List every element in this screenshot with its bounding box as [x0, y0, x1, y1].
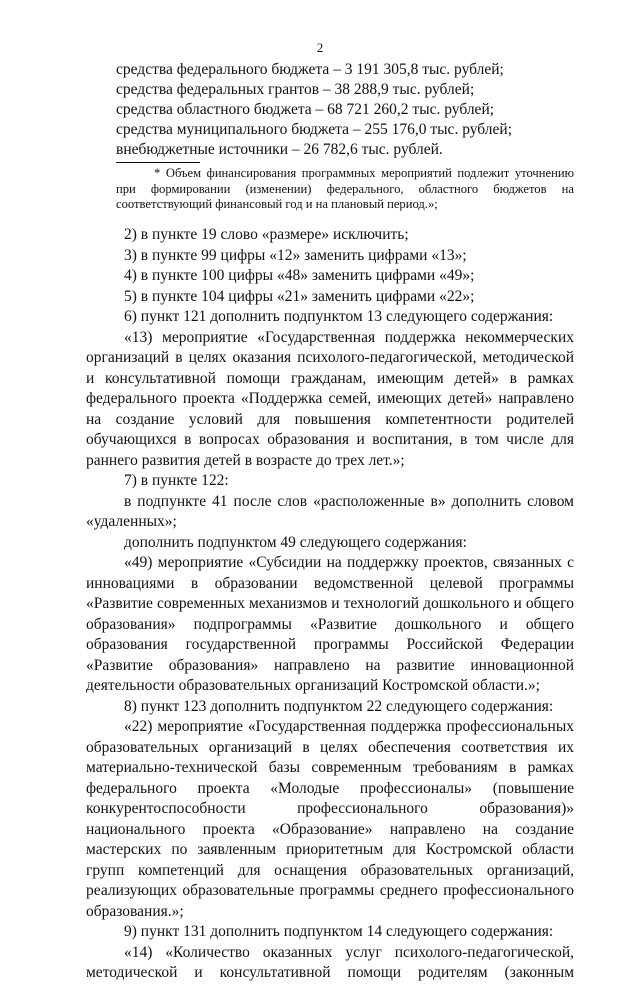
- funding-sources-list: [116, 60, 512, 160]
- paragraph-item-3: 3) в пункте 99 цифры «12» заменить цифрами «13»;: [124, 246, 467, 264]
- paragraph-subitem-14: «14) «Количество оказанных услуг психолого-педагогической, методической и консультативной помощи родителям (законным: [86, 943, 574, 981]
- funding-line-extrabudgetary: внебюджетные источники – 26 782,6 тыс. рублей.: [116, 141, 443, 158]
- paragraph-item-8: 8) пункт 123 дополнить подпунктом 22 следующего содержания:: [124, 697, 554, 715]
- funding-line-regional-budget: средства областного бюджета – 68 721 260,2 тыс. рублей;: [116, 101, 495, 118]
- page-number: 2: [316, 40, 324, 55]
- funding-line-federal-grants: средства федеральных грантов – 38 288,9 тыс. рублей;: [116, 81, 475, 98]
- paragraph-subitem-41: в подпункте 41 после слов «расположенные в» дополнить словом «удаленных»;: [86, 492, 574, 530]
- paragraph-add-subitem-49: дополнить подпунктом 49 следующего содержания:: [124, 533, 467, 551]
- paragraph-subitem-22: «22) мероприятие «Государственная поддержка профессиональных образовательных организаций в целях обеспечения соответствия их материально-технической базы современным требованиям в рамках федерального проекта «Молодые профессионалы» (повышение конкурентоспособности профессионального образования)» национального проекта «Образование» направлено на создание мастерских по заявленным приоритетным для Костромской области групп компетенций для оснащения образовательных организаций, реализующих образовательные программы среднего профессионального образования.»;: [86, 718, 574, 920]
- paragraph-item-7: 7) в пункте 122:: [124, 472, 229, 489]
- document-body: [86, 225, 574, 984]
- paragraph-item-4: 4) в пункте 100 цифры «48» заменить цифрами «49»;: [124, 267, 475, 284]
- paragraph-item-6: 6) пункт 121 дополнить подпунктом 13 следующего содержания:: [124, 308, 554, 325]
- funding-line-municipal-budget: средства муниципального бюджета – 255 176,0 тыс. рублей;: [116, 121, 512, 138]
- paragraph-subitem-49: «49) мероприятие «Субсидии на поддержку проектов, связанных с инновациями в образовании ведомственной целевой программы «Развитие современных механизмов и технологий дошкольного и общего образования» подпрограммы «Развитие дошкольного и общего образования государственной программы Российской Федерации «Развитие образования» направлено на развитие инновационной деятельности образовательных организаций Костромской области.»;: [86, 554, 574, 694]
- paragraph-item-9: 9) пункт 131 дополнить подпунктом 14 следующего содержания:: [124, 923, 554, 940]
- footnote-separator: [116, 162, 200, 163]
- footnote: * Объем финансирования программных мероприятий подлежит уточнению при формировании (изменении) федерального, областного бюджетов на соответствующий финансовый год и на плановый период.»;: [116, 166, 574, 212]
- paragraph-item-2: 2) в пункте 19 слово «размере» исключить;: [124, 226, 409, 243]
- paragraph-subitem-13: «13) мероприятие «Государственная поддержка некоммерческих организаций в целях оказания психолого-педагогической, методической и консультативной помощи гражданам, имеющим детей» в рамках федерального проекта «Поддержка семей, имеющих детей» направлено на создание условий для повышения компетентности родителей обучающихся в вопросах образования и воспитания, в том числе для раннего развития детей в возрасте до трех лет.»;: [86, 328, 574, 469]
- paragraph-item-5: 5) в пункте 104 цифры «21» заменить цифрами «22»;: [124, 287, 475, 305]
- funding-line-federal-budget: средства федерального бюджета – 3 191 305,8 тыс. рублей;: [116, 61, 504, 78]
